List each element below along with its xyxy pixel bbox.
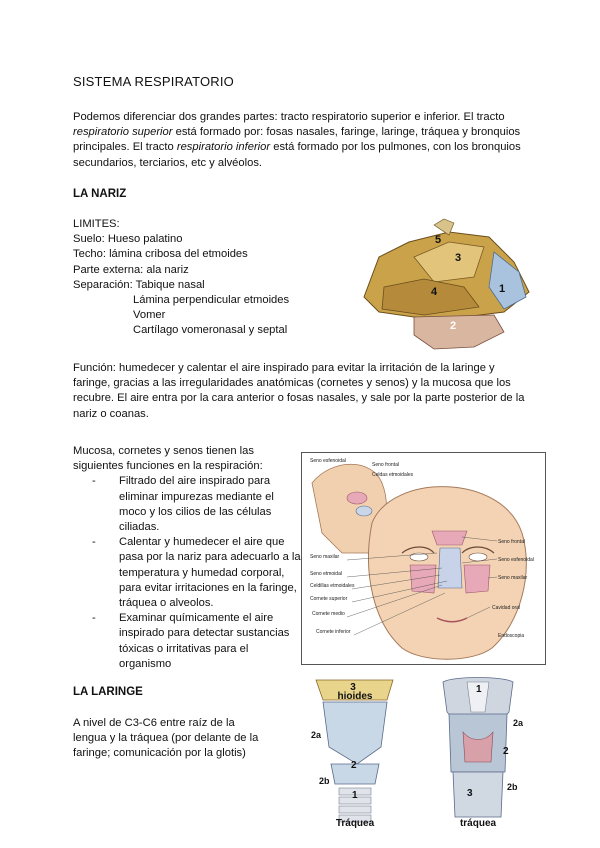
- intro-line-3-pre: principales. El tracto: [73, 141, 177, 154]
- list-item-line: tráquea o alveolos.: [119, 597, 214, 610]
- larynx-a-label-2b: 2b: [319, 776, 330, 786]
- label-seno-etmoidal: Seno etmoidal: [310, 571, 342, 577]
- larynx-p-label-2a: 2a: [513, 718, 524, 728]
- larynx-p-label-2: 2: [503, 746, 509, 757]
- separacion-item: Vomer: [133, 309, 166, 322]
- list-item-line: - Examinar químicamente el aire: [119, 612, 274, 625]
- larynx-posterior-illustration: [423, 672, 533, 830]
- label-seno-maxilar-left: Seno maxilar: [310, 554, 340, 560]
- label-cornete-superior: Cornete superior: [310, 596, 348, 602]
- limite-separacion: Separación: Tabique nasal: [73, 278, 205, 291]
- larynx-p-label-2b: 2b: [507, 782, 518, 792]
- list-item: [73, 611, 298, 672]
- mucosa-line: Mucosa, cornetes y senos tienen las: [73, 445, 254, 457]
- septum-label-4: 4: [431, 286, 438, 298]
- intro-italic-superior: respiratorio superior: [73, 126, 173, 139]
- list-item-line: inspirado para detectar sustancias: [119, 627, 290, 640]
- septum-label-2: 2: [450, 320, 457, 332]
- mucosa-block: [73, 444, 301, 672]
- funcion-line: recubre. El aire entra por la cara anterior o fosas nasales, y sale por la parte posterior de la: [73, 392, 525, 405]
- label-seno-frontal-top: Seno frontal: [372, 462, 399, 468]
- section-heading-laringe: LA LARINGE: [73, 686, 143, 698]
- funcion-paragraph: [73, 361, 543, 422]
- mucosa-function-list: [73, 474, 301, 672]
- nasal-septum-figure: [354, 217, 536, 357]
- paranasal-sinuses-illustration: [302, 453, 545, 664]
- limites-label: LIMITES:: [73, 218, 120, 230]
- larynx-a-label-2: 2: [351, 760, 357, 771]
- larynx-posterior-figure: [423, 672, 533, 830]
- list-item-line: organismo: [119, 657, 172, 670]
- label-seno-esfenoidal-r: Seno esfenoidal: [498, 557, 534, 563]
- list-item-line: pasa por la nariz para adecuarlo a la: [119, 551, 301, 564]
- limites-block: [73, 217, 289, 339]
- intro-paragraph: [73, 110, 533, 171]
- separacion-item: Lámina perpendicular etmoides: [133, 294, 290, 307]
- list-item: [73, 474, 298, 535]
- label-seno-frontal: Seno frontal: [498, 539, 525, 545]
- label-cornete-inferior: Cornete inferior: [316, 629, 351, 635]
- mucosa-line: siguientes funciones en la respiración:: [73, 460, 263, 473]
- paranasal-sinuses-figure: [301, 452, 546, 665]
- larynx-p-label-traquea: tráquea: [459, 818, 497, 829]
- laringe-line: faringe; comunicación por la glotis): [73, 747, 246, 760]
- laringe-line: A nivel de C3-C6 entre raíz de la: [73, 717, 235, 729]
- list-item-line: ciliadas.: [119, 521, 160, 534]
- limite-suelo: Suelo: Hueso palatino: [73, 233, 183, 246]
- list-item-line: tóxicas o irritativas para el: [119, 642, 249, 655]
- larynx-a-label-1: 1: [352, 790, 358, 801]
- larynx-anterior-figure: [301, 672, 408, 830]
- laringe-line: lengua y la tráquea (por delante de la: [73, 732, 259, 745]
- list-item-line: eliminar impurezas mediante el: [119, 490, 274, 503]
- funcion-line: faringe, gracias a las irregularidades anatómicas (cornetes y senos) y la mucosa que los: [73, 377, 511, 390]
- larynx-anterior-illustration: [301, 672, 408, 830]
- label-seno-esfenoidal: Seno esfenoidal: [310, 458, 346, 464]
- intro-italic-inferior: respiratorio inferior: [176, 141, 271, 154]
- laringe-paragraph: [73, 716, 258, 762]
- larynx-p-label-3: 3: [467, 788, 473, 799]
- limite-techo: Techo: lámina cribosa del etmoides: [73, 248, 248, 261]
- larynx-a-label-hioides: hioides: [337, 691, 373, 702]
- list-item-line: moco y los cilios de las células: [119, 505, 272, 518]
- intro-line-3: [73, 140, 533, 155]
- nasal-septum-illustration: [354, 217, 536, 357]
- intro-line-1: Podemos diferenciar dos grandes partes: tracto respiratorio superior e inferior. El tracto: [73, 111, 505, 123]
- funcion-line: nariz o coanas.: [73, 407, 149, 420]
- funcion-line: Función: humedecer y calentar el aire inspirado para evitar la irritación de la laringe y: [73, 362, 495, 374]
- list-item-line: - Calentar y humedecer el aire que: [119, 536, 285, 549]
- list-item: [73, 535, 301, 611]
- intro-line-2-rest: está formado por: fosas nasales, faringe, laringe, tráquea y bronquios: [172, 126, 521, 139]
- section-heading-nariz: LA NARIZ: [73, 188, 127, 200]
- intro-line-3-rest: está formado por los pulmones, con los bronquios: [270, 141, 521, 154]
- label-seno-maxilar: Seno maxilar: [498, 575, 528, 581]
- septum-label-3: 3: [455, 252, 462, 264]
- list-item-line: para evitar irritaciones en la faringe,: [119, 581, 297, 594]
- larynx-p-label-1: 1: [476, 684, 482, 695]
- label-endoscopia: Endoscopia: [498, 633, 525, 639]
- label-celdas: Celdas etmoidales: [372, 472, 414, 478]
- intro-line-4: secundarios, terciarios, etc y alvéolos.: [73, 156, 263, 169]
- separacion-item: Cartílago vomeronasal y septal: [133, 324, 288, 337]
- label-cornete-medio: Cornete medio: [312, 611, 345, 617]
- intro-line-2: [73, 125, 533, 140]
- larynx-a-label-traquea: Tráquea: [335, 818, 375, 829]
- septum-label-1: 1: [499, 283, 506, 295]
- limite-externa: Parte externa: ala nariz: [73, 263, 189, 276]
- larynx-a-label-3: 3: [350, 682, 356, 693]
- page-title: SISTEMA RESPIRATORIO: [73, 74, 234, 89]
- label-celdillas: Celdillas etmoidales: [310, 583, 355, 589]
- list-item-line: - Filtrado del aire inspirado para: [119, 475, 271, 488]
- larynx-a-label-2a: 2a: [311, 730, 322, 740]
- septum-label-5: 5: [435, 234, 442, 246]
- label-cavidad-oral: Cavidad oral: [492, 605, 521, 611]
- list-item-line: temperatura y humedad corporal,: [119, 566, 285, 579]
